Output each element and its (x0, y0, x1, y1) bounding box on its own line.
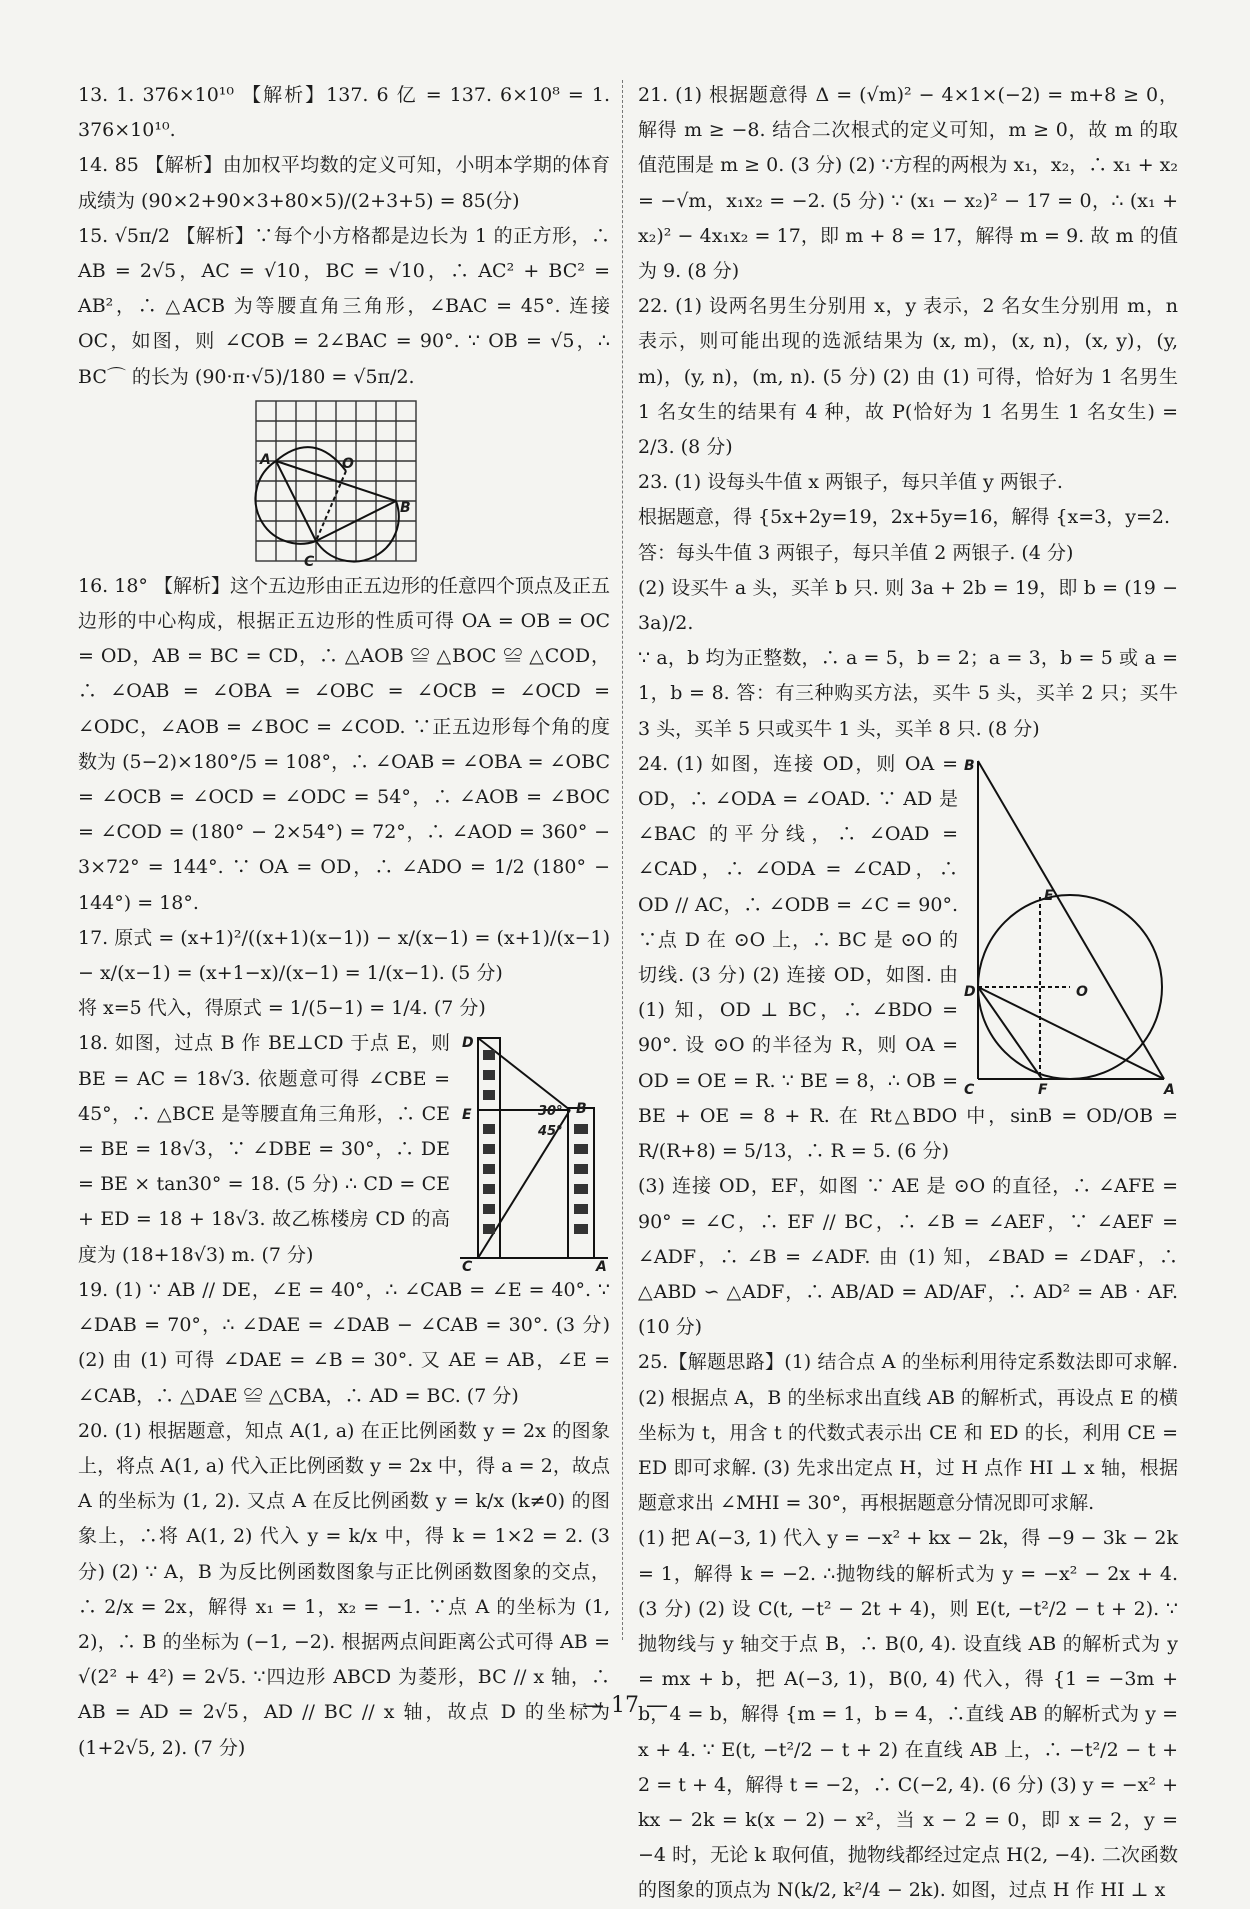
problem-13: 13. 1. 376×10¹⁰ 【解析】137. 6 亿 = 137. 6×10⁸ = 1. 376×10¹⁰. (78, 84, 610, 142)
problem-18: 18. 如图，过点 B 作 BE⊥CD 于点 E，则 BE = AC = 18√3. 依题意可得 ∠CBE = 45°，∴ △BCE 是等腰直角三角形，∴ CE = BE = 18√3，∵ ∠DBE = 30°，∴ DE = BE × tan30° = 18. (5 分) ∴ CD = CE + ED = 18 + 18√3. 故乙栋楼房 CD 的高度为 (18+18√3) m. (7 分) (78, 1032, 450, 1266)
problem-25: (1) 把 A(−3, 1) 代入 y = −x² + kx − 2k，得 −9 − 3k − 2k = 1，解得 k = −2. ∴抛物线的解析式为 y = −x² − 2x + 4. (3 分) (2) 设 C(t, −t² − 2t + 4)，则 E(t, −t²/2 − t + 2). ∵抛物线与 y 轴交于点 B，∴ B(0, 4). 设直线 AB 的解析式为 y = mx + b，把 A(−3, 1)，B(0, 4) 代入，得 {1 = −3m + b，4 = b，解得 {m = 1，b = 4，∴直线 AB 的解析式为 y = x + 4. ∵ E(t, −t²/2 − t + 2) 在直线 AB 上，∴ −t²/2 − t + 2 = t + 4，解得 t = −2，∴ C(−2, 4). (6 分) (3) y = −x² + kx − 2k = k(x − 2) − x²，当 x − 2 = 0，即 x = 2，y = −4 时，无论 k 取何值，抛物线都经过定点 H(2, −4). 二次函数的图象的顶点为 N(k/2, k²/4 − 2k). 如图，过点 H 作 HI ⊥ x (638, 1527, 1178, 1902)
problem-23d: (2) 设买牛 a 头，买羊 b 只. 则 3a + 2b = 19，即 b = (19 − 3a)/2. (638, 576, 1178, 635)
problem-22: 22. (1) 设两名男生分别用 x，y 表示，2 名女生分别用 m，n 表示，则可能出现的选派结果为 (x, m)，(x, n)，(x, y)，(y, m)，(y, n)，(m, n). (5 分) (2) 由 (1) 可得，恰好为 1 名男生 1 名女生的结果有 4 种，故 P(恰好为 1 名男生 1 名女生) = 2/3. (8 分) (638, 295, 1178, 459)
label-C: C (304, 553, 315, 570)
right-column (638, 78, 1178, 1909)
problem-17b: 将 x=5 代入，得原式 = 1/(5−1) = 1/4. (7 分) (78, 997, 486, 1020)
label-F24: F (1038, 1081, 1048, 1098)
label-45: 45° (538, 1124, 563, 1140)
problem-20: 20. (1) 根据题意，知点 A(1, a) 在正比例函数 y = 2x 的图象上，将点 A(1, a) 代入正比例函数 y = 2x 中，得 a = 2，故点 A 的坐标为 (1, 2). 又点 A 在反比例函数 y = k/x (k≠0) 的图象上，∴将 A(1, 2) 代入 y = k/x 中，得 k = 1×2 = 2. (3 分) (2) ∵ A，B 为反比例函数图象与正比例函数图象的交点，∴ 2/x = 2x，解得 x₁ = 1，x₂ = −1. ∵点 A 的坐标为 (1, 2)，∴ B 的坐标为 (−1, −2). 根据两点间距离公式可得 AB = √(2² + 4²) = 2√5. ∵四边形 ABCD 为菱形，BC // x 轴，∴ AB = AD = 2√5，AD // BC // x 轴，故点 D 的坐标为 (1+2√5, 2). (7 分) (78, 1419, 610, 1759)
problem-14: 14. 85 【解析】由加权平均数的定义可知，小明本学期的体育成绩为 (90×2+90×3+80×5)/(2+3+5) = 85(分) (78, 154, 610, 212)
label-C24: C (964, 1081, 975, 1098)
label-E24: E (1044, 887, 1054, 904)
problem-23b: 根据题意，得 {5x+2y=19，2x+5y=16，解得 {x=3，y=2. (638, 506, 1171, 529)
label-B24: B (964, 757, 975, 774)
circle-figure-24 (964, 749, 1178, 1098)
problem-19: 19. (1) ∵ AB // DE，∠E = 40°，∴ ∠CAB = ∠E = 40°. ∵ ∠DAB = 70°，∴ ∠DAE = ∠DAB − ∠CAB = 30°. (3 分) (2) 由 (1) 可得 ∠DAE = ∠B = 30°. 又 AE = AB，∠E = ∠CAB，∴ △DAE ≌ △CBA，∴ AD = BC. (7 分) (78, 1278, 610, 1407)
label-B: B (400, 499, 411, 516)
label-E: E (462, 1107, 472, 1124)
column-divider (622, 80, 623, 1640)
label-O: O (342, 455, 354, 472)
problem-25-hint: 25.【解题思路】(1) 结合点 A 的坐标利用待定系数法即可求解. (2) 根据点 A，B 的坐标求出直线 AB 的解析式，再设点 E 的横坐标为 t，用含 t 的代数式表示出 CE 和 ED 的长，利用 CE = ED 即可求解. (3) 先求出定点 H，过 H 点作 HI ⊥ x 轴，根据题意求出 ∠MHI = 30°，再根据题意分情况即可求解. (638, 1351, 1178, 1515)
left-column (78, 78, 610, 1766)
label-O24: O (1076, 983, 1088, 1000)
page-number: — 17 — (582, 1693, 668, 1718)
label-D24: D (964, 983, 976, 1000)
building-figure-18 (458, 1028, 610, 1276)
problem-24b: (3) 连接 OD，EF，如图 ∵ AE 是 ⊙O 的直径，∴ ∠AFE = 90° = ∠C，∴ EF // BC，∴ ∠B = ∠AEF，∵ ∠AEF = ∠ADF，∴ ∠B = ∠ADF. 由 (1) 知，∠BAD = ∠DAF，∴ △ABD ∽ △ADF，∴ AB/AD = AD/AF，∴ AD² = AB · AF. (10 分) (638, 1175, 1178, 1339)
label-A18: A (596, 1259, 607, 1276)
label-B18: B (576, 1101, 587, 1118)
problem-23a: 23. (1) 设每头牛值 x 两银子，每只羊值 y 两银子. (638, 471, 1063, 494)
grid-figure-15 (254, 399, 424, 570)
problem-21: 21. (1) 根据题意得 Δ = (√m)² − 4×1×(−2) = m+8 ≥ 0，解得 m ≥ −8. 结合二次根式的定义可知，m ≥ 0，故 m 的取值范围是 m ≥ 0. (3 分) (2) ∵方程的两根为 x₁，x₂，∴ x₁ + x₂ = −√m，x₁x₂ = −2. (5 分) ∵ (x₁ − x₂)² − 17 = 0，∴ (x₁ + x₂)² − 4x₁x₂ = 17，即 m + 8 = 17，解得 m = 9. 故 m 的值为 9. (8 分) (638, 84, 1178, 283)
problem-24a: 24. (1) 如图，连接 OD，则 OA = OD，∴ ∠ODA = ∠OAD. ∵ AD 是 ∠BAC 的平分线，∴ ∠OAD = ∠CAD，∴ ∠ODA = ∠CAD，∴ OD // AC，∴ ∠ODB = ∠C = 90°. ∵点 D 在 ⊙O 上，∴ BC 是 ⊙O 的切线. (3 分) (2) 连接 OD，如图. 由 (1) 知，OD ⊥ BC，∴ ∠BDO = 90°. 设 ⊙O 的半径为 R，则 OA = OD = OE = R. ∵ BE = 8，∴ OB = BE + OE = 8 + R. 在 Rt△BDO 中，sinB = OD/OB = R/(R+8) = 5/13，∴ R = 5. (6 分) (638, 752, 1178, 1163)
problem-15: 15. √5π/2 【解析】∵每个小方格都是边长为 1 的正方形，∴ AB = 2√5，AC = √10，BC = √10，∴ AC² + BC² = AB²，∴ △ACB 为等腰直角三角形，∠BAC = 45°. 连接 OC，如图，则 ∠COB = 2∠BAC = 90°. ∵ OB = √5，∴ BC⌒ 的长为 (90·π·√5)/180 = √5π/2. (78, 224, 610, 388)
problem-17a: 17. 原式 = (x+1)²/((x+1)(x−1)) − x/(x−1) = (x+1)/(x−1) − x/(x−1) = (x+1−x)/(x−1) = 1/(x−1). (5 分) (78, 926, 610, 985)
label-D: D (462, 1035, 474, 1052)
problem-23c: 答：每头牛值 3 两银子，每只羊值 2 两银子. (4 分) (638, 541, 1074, 564)
label-30: 30° (538, 1104, 563, 1120)
label-C18: C (462, 1259, 473, 1276)
label-A24: A (1164, 1081, 1175, 1098)
problem-23e: ∵ a，b 均为正整数，∴ a = 5，b = 2；a = 3，b = 5 或 a = 1，b = 8. 答：有三种购买方法，买牛 5 头，买羊 2 只；买牛 3 头，买羊 5 只或买牛 1 头，买羊 8 只. (8 分) (638, 647, 1178, 740)
problem-16: 16. 18° 【解析】这个五边形由正五边形的任意四个顶点及正五边形的中心构成，根据正五边形的性质可得 OA = OB = OC = OD，AB = BC = CD，∴ △AOB ≌ △BOC ≌ △COD，∴ ∠OAB = ∠OBA = ∠OBC = ∠OCB = ∠OCD = ∠ODC，∠AOB = ∠BOC = ∠COD. ∵正五边形每个角的度数为 (5−2)×180°/5 = 108°，∴ ∠OAB = ∠OBA = ∠OBC = ∠OCB = ∠OCD = ∠ODC = 54°，∴ ∠AOB = ∠BOC = ∠COD = (180° − 2×54°) = 72°，∴ ∠AOD = 360° − 3×72° = 144°. ∵ OA = OD，∴ ∠ADO = 1/2 (180° − 144°) = 18°. (78, 574, 610, 914)
label-A: A (260, 451, 271, 468)
